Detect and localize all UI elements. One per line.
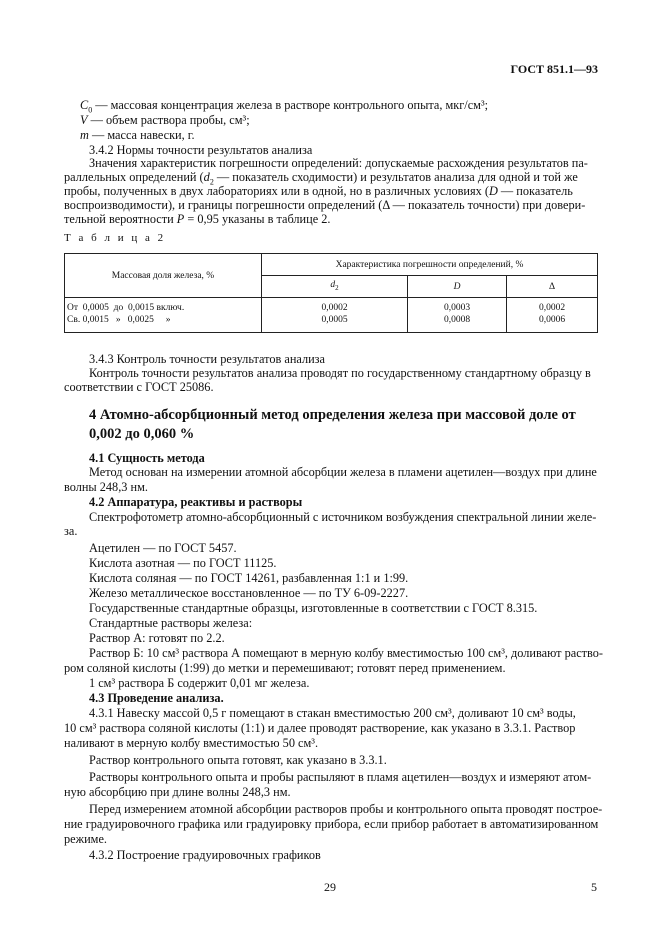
s43-line-6: ную абсорбцию при длине волны 248,3 нм. — [64, 785, 291, 799]
s42-line-3: Ацетилен — по ГОСТ 5457. — [89, 541, 237, 555]
s342-P-symbol: P — [176, 212, 185, 226]
section-4-title-line-2: 0,002 до 0,060 % — [89, 426, 195, 442]
s342-line-3a: пробы, полученных в двух лабораториях или в одной, но в различных условиях ( — [64, 184, 489, 198]
table-caption: Т а б л и ц а 2 — [64, 232, 166, 244]
legend-m-text: — масса навески, г. — [88, 128, 195, 142]
table-subheader-d2 — [262, 276, 408, 298]
table-row-label: Св. 0,0015 » 0,0025 » — [67, 315, 171, 325]
section-4-title-line-1: 4 Атомно-абсорбционный метод определения железа при массовой доле от — [89, 407, 576, 423]
s43-line-3: наливают в мерную колбу вместимостью 50 см³. — [64, 736, 319, 750]
table-cell: 0,0002 — [538, 303, 566, 313]
s43-line-5: Растворы контрольного опыта и пробы распыляют в пламя ацетилен—воздух и измеряют атом- — [89, 770, 592, 784]
table-col-D-values — [408, 298, 507, 333]
legend-m — [80, 128, 195, 143]
s342-line-5 — [64, 212, 330, 227]
section-4-2-title: 4.2 Аппаратура, реактивы и растворы — [89, 495, 303, 509]
table-col-d2-values — [262, 298, 408, 333]
s43-line-9: режиме. — [64, 832, 107, 846]
table-cell: 0,0006 — [538, 315, 566, 325]
s342-line-3 — [64, 184, 573, 199]
legend-v — [80, 113, 250, 128]
section-4-3-title: 4.3 Проведение анализа. — [89, 691, 224, 705]
table-d-symbol: d — [330, 280, 336, 291]
s42-line-6: Железо металлическое восстановленное — по ТУ 6-09-2227. — [89, 586, 409, 600]
s343-line-2: соответствии с ГОСТ 25086. — [64, 380, 214, 394]
s342-line-2b: — показатель сходимости) и результатов анализа для одной и той же — [213, 170, 578, 184]
s42-line-12: 1 см³ раствора Б содержит 0,01 мг железа. — [89, 676, 310, 690]
s342-d-symbol: d — [203, 170, 210, 184]
s342-line-1: Значения характеристик погрешности определений: допускаемые расхождения результатов па- — [89, 156, 588, 170]
legend-v-symbol: V — [80, 113, 88, 127]
s42-line-8: Стандартные растворы железа: — [89, 616, 253, 630]
s342-line-4: воспроизводимости), и границы погрешности определений (Δ — показатель точности) при довери- — [64, 198, 586, 212]
legend-m-symbol: m — [80, 128, 89, 142]
s42-line-4: Кислота азотная — по ГОСТ 11125. — [89, 556, 277, 570]
s42-line-10: Раствор Б: 10 см³ раствора А помещают в мерную колбу вместимостью 100 см³, доливают раство- — [89, 646, 603, 660]
sheet-number: 5 — [591, 880, 597, 894]
s42-line-2: за. — [64, 524, 78, 538]
table-cell: 0,0005 — [321, 315, 348, 325]
legend-v-text: — объем раствора пробы, см³; — [87, 113, 250, 127]
table-subheader-delta: Δ — [507, 276, 598, 298]
table-row-labels — [65, 298, 262, 333]
s42-line-1: Спектрофотометр атомно-абсорбционный с источником возбуждения спектральной линии желе- — [89, 510, 597, 524]
s42-line-11: ром соляной кислоты (1:99) до метки и перемешивают; готовят перед применением. — [64, 661, 506, 675]
table-cell: 0,0002 — [321, 303, 348, 313]
table-d-subscript: 2 — [335, 283, 339, 292]
table-col-delta-values — [507, 298, 598, 333]
document-header: ГОСТ 851.1—93 — [510, 62, 598, 76]
s42-line-7: Государственные стандартные образцы, изготовленные в соответствии с ГОСТ 8.315. — [89, 601, 538, 615]
s43-line-7: Перед измерением атомной абсорбции растворов пробы и контрольного опыта проводят построе- — [89, 802, 603, 816]
table-D-symbol: D — [453, 281, 461, 292]
legend-c0-symbol: C — [80, 98, 89, 112]
s42-line-5: Кислота соляная — по ГОСТ 14261, разбавленная 1:1 и 1:99. — [89, 571, 409, 585]
s43-line-1: 4.3.1 Навеску массой 0,5 г помещают в стакан вместимостью 200 см³, доливают 10 см³ воды, — [89, 706, 576, 720]
table-cell: 0,0003 — [443, 303, 471, 313]
s342-line-5b: = 0,95 указаны в таблице 2. — [184, 212, 331, 226]
s43-line-10: 4.3.2 Построение градуировочных графиков — [89, 848, 321, 862]
s342-line-5a: тельной вероятности — [64, 212, 177, 226]
s41-line-1: Метод основан на измерении атомной абсорбции железа в пламени ацетилен—воздух при длине — [89, 465, 597, 479]
page-number: 29 — [324, 880, 336, 894]
section-4-1-title: 4.1 Сущность метода — [89, 451, 205, 465]
s342-line-2a: раллельных определений ( — [64, 170, 204, 184]
table-col-header: Массовая доля железа, % — [65, 254, 262, 298]
legend-c0-subscript: 0 — [88, 105, 93, 115]
table-subheader-D — [408, 276, 507, 298]
section-3-4-3-title: 3.4.3 Контроль точности результатов анализа — [89, 352, 325, 366]
s42-line-9: Раствор А: готовят по 2.2. — [89, 631, 225, 645]
legend-c0-text: — массовая концентрация железа в растворе контрольного опыта, мкг/см³; — [92, 98, 489, 112]
s43-line-4: Раствор контрольного опыта готовят, как указано в 3.3.1. — [89, 753, 387, 767]
section-3-4-2-title: 3.4.2 Нормы точности результатов анализа — [89, 143, 313, 157]
s43-line-2: 10 см³ раствора соляной кислоты (1:1) и далее проводят растворение, как указано в 3.3.1. Раствор — [64, 721, 576, 735]
table-2 — [64, 253, 598, 333]
table-group-header: Характеристика погрешности определений, % — [262, 254, 598, 276]
s43-line-8: ние градуировочного графика или градуировку прибора, если прибор работает в автоматизированном — [64, 817, 599, 831]
table-row-label: От 0,0005 до 0,0015 включ. — [67, 303, 185, 313]
s342-d-subscript: 2 — [209, 177, 214, 187]
s41-line-2: волны 248,3 нм. — [64, 480, 148, 494]
s342-D-symbol: D — [488, 184, 498, 198]
s342-line-3b: — показатель — [497, 184, 573, 198]
table-cell: 0,0008 — [443, 315, 471, 325]
s343-line-1: Контроль точности результатов анализа проводят по государственному стандартному образцу в — [89, 366, 591, 380]
